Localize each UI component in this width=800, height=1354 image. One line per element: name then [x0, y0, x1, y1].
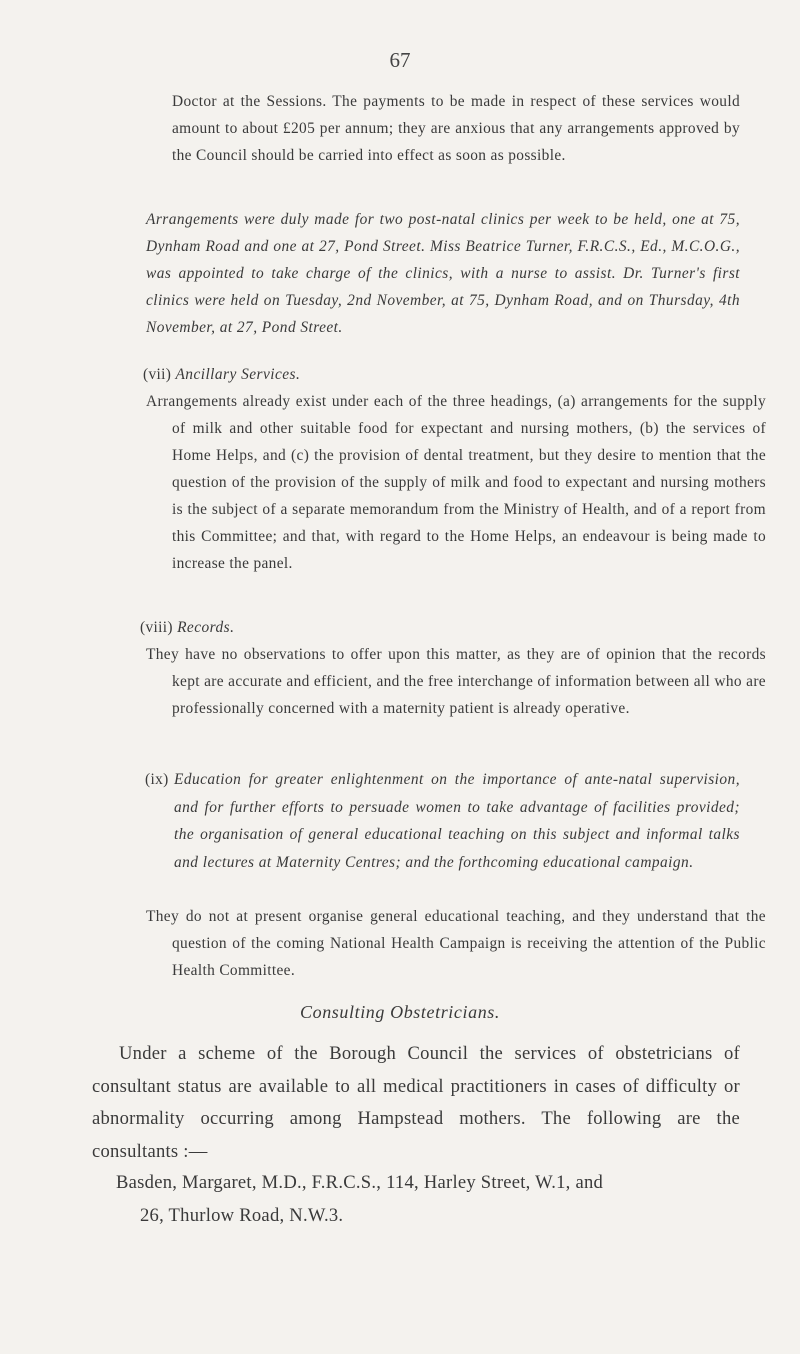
section-ix-title: Education for greater enlightenment on the importance of ante-natal supervision, and for further efforts to persuade women to take advantage of facilities provided; the organisation of general educational teaching on this subject and informal talks and lectures at Maternity Centres; and the forthcoming educational campaign. [174, 771, 740, 871]
page-number: 67 [389, 48, 411, 72]
section-viii-body: They have no observations to offer upon this matter, as they are of opinion that the records kept are accurate and efficient, and the free interchange of information between all who are professionally concerned with a maternity patient is already operative. [146, 646, 766, 717]
consulting-obstetricians-body: Under a scheme of the Borough Council the services of obstetricians of consultant status are available to all medical practitioners in cases of difficulty or abnormality occurring among Hampstead mothers. The following are the consultants :— [92, 1043, 740, 1162]
paragraph-arrangements: Arrangements were duly made for two post-natal clinics per week to be held, one at 75, Dynham Road and one at 27, Pond Street. Miss Beatrice Turner, F.R.C.S., Ed., M.C.O.G., was appointed to take charge of the clinics, with a nurse to assist. Dr. Turner's first clinics were held on Tuesday, 2nd November, at 75, Dynham Road, and on Thursday, 4th November, at 27, Pond Street. [146, 211, 740, 336]
section-ix-number: (ix) [145, 771, 169, 788]
section-vii-heading [143, 361, 300, 388]
paragraph-doctor-sessions: Doctor at the Sessions. The payments to be made in respect of these services would amount to about £205 per annum; they are anxious that any arrangements approved by the Council should be carried into effect as soon as possible. [172, 93, 740, 164]
section-viii-number: (viii) [140, 619, 173, 636]
consultant-entry [116, 1167, 756, 1232]
consultant-entry-line-2: 26, Thurlow Road, N.W.3. [140, 1204, 344, 1226]
section-viii-heading [140, 614, 234, 641]
section-vii-body: Arrangements already exist under each of the three headings, (a) arrangements for the supply of milk and other suitable food for expectant and nursing mothers, (b) the services of Home Helps, and (c) the provision of dental treatment, but they desire to mention that the question of the provision of the supply of milk and food to expectant and nursing mothers is the subject of a separate memorandum from the Ministry of Health, and of a report from this Committee; and that, with regard to the Home Helps, an endeavour is being made to increase the panel. [146, 393, 766, 572]
consultant-entry-line-1: Basden, Margaret, M.D., F.R.C.S., 114, Harley Street, W.1, and [116, 1172, 604, 1193]
section-viii-title: Records. [177, 619, 235, 636]
section-vii-title: Ancillary Services. [175, 366, 301, 383]
section-ix-body: They do not at present organise general educational teaching, and they understand that the question of the coming National Health Campaign is receiving the attention of the Public Health Committee. [146, 908, 766, 979]
section-vii-number: (vii) [143, 366, 172, 383]
consulting-obstetricians-heading: Consulting Obstetricians. [299, 1002, 500, 1022]
